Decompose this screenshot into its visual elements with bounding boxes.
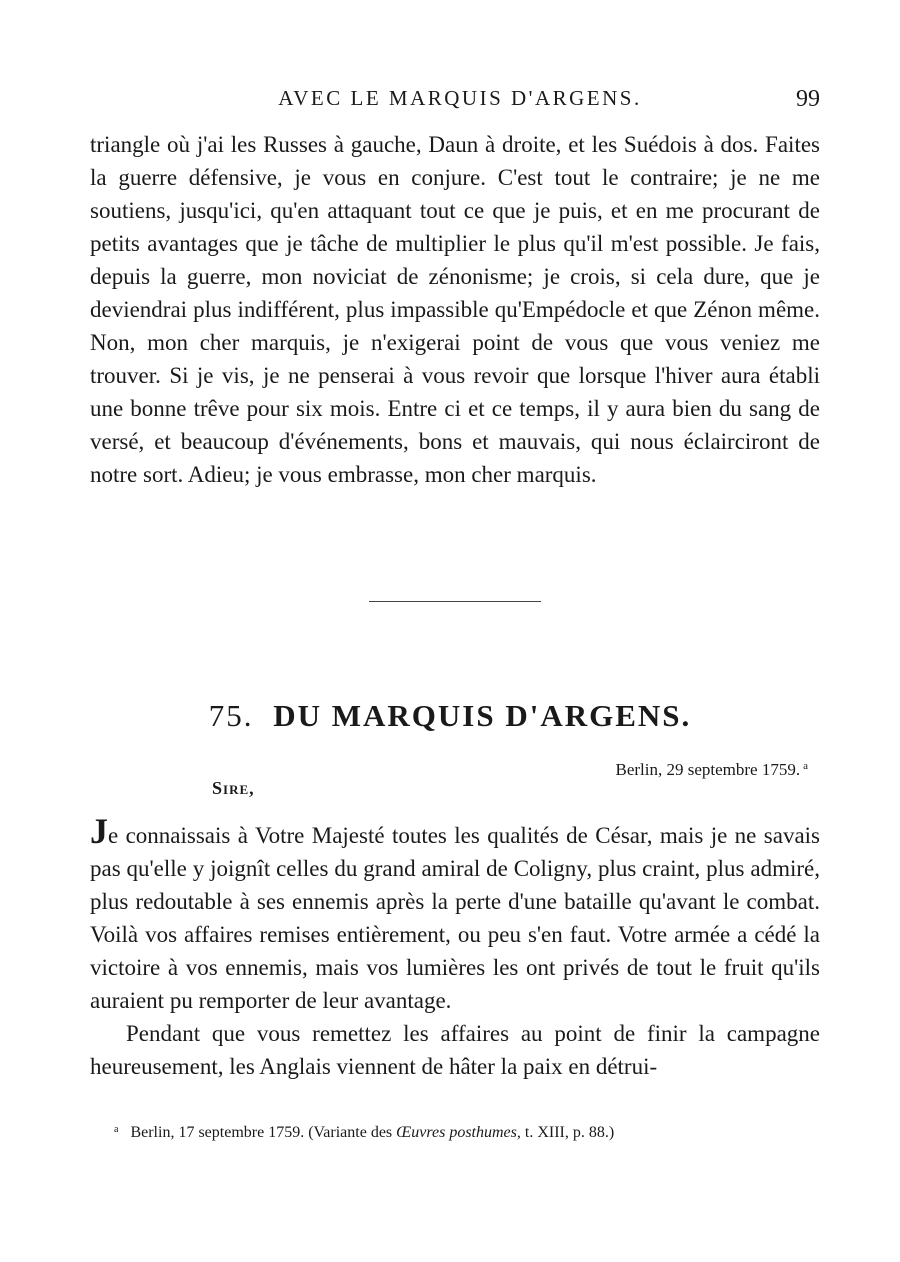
page-number: 99 — [796, 86, 820, 112]
letter-body — [90, 811, 820, 1083]
letter-heading — [0, 698, 900, 734]
footnote-mark: a — [114, 1124, 119, 1135]
letter-dateline — [616, 760, 809, 780]
letter-paragraph: Pendant que vous remettez les affaires au point de finir la campagne heureusement, les Anglais viennent de hâter la paix en détrui- — [90, 1021, 820, 1079]
footnote-text: Berlin, 17 septembre 1759. (Variante des — [130, 1124, 397, 1141]
letter-title: DU MARQUIS D'ARGENS. — [273, 698, 692, 733]
continued-paragraph: triangle où j'ai les Russes à gauche, Daun à droite, et les Suédois à dos. Faites la guerre défensive, je vous en conjure. C'est tout le contraire; je ne me soutiens, jusqu'ici, qu'en attaquant tout ce que je puis, et en me procurant de petits avantages que je tâche de multiplier le plus qu'il m'est possible. Je fais, depuis la guerre, mon noviciat de zénonisme; je crois, si cela dure, que je deviendrai plus indifférent, plus impassible qu'Empédocle et que Zénon même. Non, mon cher marquis, je n'exigerai point de vous que vous veniez me trouver. Si je vis, je ne penserai à vous revoir que lorsque l'hiver aura établi une bonne trêve pour six mois. Entre ci et ce temps, il y aura bien du sang de versé, et beaucoup d'événements, bons et mauvais, qui nous éclairciront de notre sort. Adieu; je vous embrasse, mon cher marquis. — [90, 132, 820, 487]
letter-number: 75. — [208, 698, 254, 733]
running-title: AVEC LE MARQUIS D'ARGENS. — [278, 86, 642, 110]
footnote-italic-title: Œuvres posthumes, — [396, 1124, 521, 1141]
salutation: Sire, — [212, 778, 255, 798]
section-divider — [369, 601, 541, 602]
footnote — [114, 1124, 614, 1142]
footnote-text-end: t. XIII, p. 88.) — [520, 1124, 615, 1141]
letter-paragraph — [90, 811, 820, 1017]
footnote-reference-mark: a — [803, 760, 808, 772]
paragraph-text: e connaissais à Votre Majesté toutes les qualités de César, mais je ne savais pas qu'elle y joignît celles du grand amiral de Coligny, plus craint, plus admiré, plus redoutable à ses ennemis après la perte d'une bataille qu'avant le combat. Voilà vos affaires remises entièrement, ou peu s'en faut. Votre armée a cédé la victoire à vos ennemis, mais vos lumières les ont privés de tout le fruit qu'ils auraient pu remporter de leur avantage. — [90, 823, 820, 1013]
drop-cap: J — [90, 811, 108, 851]
dateline-text: Berlin, 29 septembre 1759. — [615, 760, 801, 779]
running-head — [90, 86, 830, 116]
